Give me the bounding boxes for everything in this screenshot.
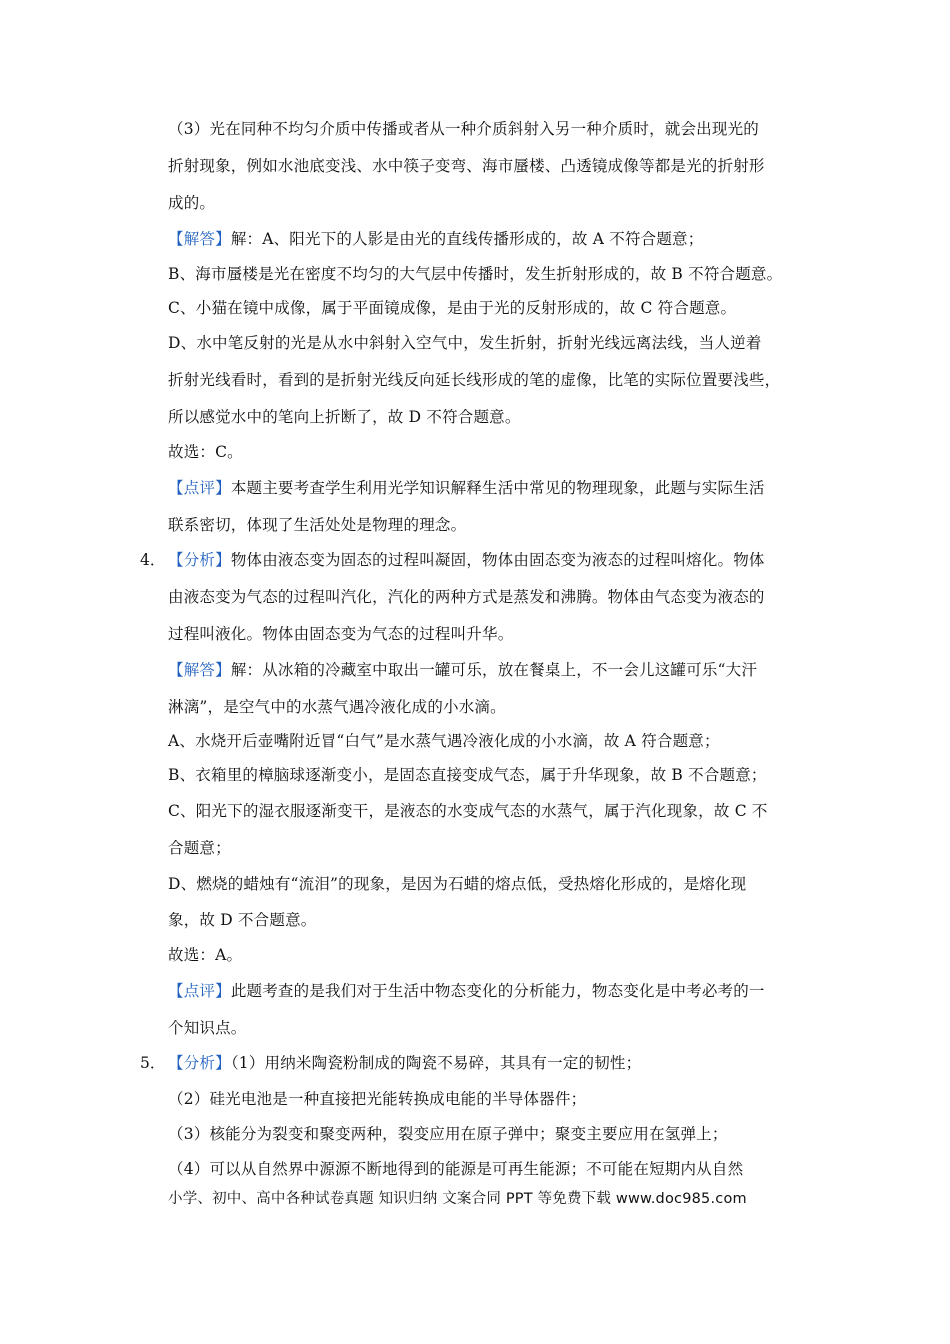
text-line: D、燃烧的蜡烛有“流泪”的现象，是因为石蜡的熔点低，受热熔化形成的，是熔化现 <box>168 875 747 893</box>
text-line: 所以感觉水中的笔向上折断了，故 D 不符合题意。 <box>168 408 521 426</box>
analysis-tag: 【分析】 <box>168 551 231 569</box>
answer-tag: 【解答】 <box>168 661 231 679</box>
analysis-tag: 【分析】 <box>168 1054 231 1072</box>
question-number: 5． <box>140 1054 166 1072</box>
answer-tag: 【解答】 <box>168 230 231 248</box>
page-footer: 小学、初中、高中各种试卷真题 知识归纳 文案合同 PPT 等免费下载 www.doc985.com <box>168 1191 747 1207</box>
text-line: 联系密切，体现了生活处处是物理的理念。 <box>168 516 467 534</box>
text-line: （4）可以从自然界中源源不断地得到的能源是可再生能源；不可能在短期内从自然 <box>168 1160 744 1178</box>
answer-line: 【解答】解：A、阳光下的人影是由光的直线传播形成的，故 A 不符合题意； <box>168 230 704 248</box>
comment-tag: 【点评】 <box>168 982 231 1000</box>
choice-line: 故选：C。 <box>168 443 243 461</box>
comment-line: 【点评】本题主要考查学生利用光学知识解释生活中常见的物理现象，此题与实际生活 <box>168 479 765 497</box>
text-line: C、阳光下的湿衣服逐渐变干，是液态的水变成气态的水蒸气，属于汽化现象，故 C 不 <box>168 802 768 820</box>
analysis-line: 【分析】（1）用纳米陶瓷粉制成的陶瓷不易碎，其具有一定的韧性； <box>168 1054 642 1072</box>
text-line: C、小猫在镜中成像，属于平面镜成像，是由于光的反射形成的，故 C 符合题意。 <box>168 299 737 317</box>
text-line: 成的。 <box>168 194 216 212</box>
text-line: 合题意； <box>168 839 231 857</box>
text-line: 过程叫液化。物体由固态变为气态的过程叫升华。 <box>168 625 514 643</box>
text-line: 淋漓”，是空气中的水蒸气遇冷液化成的小水滴。 <box>168 698 506 716</box>
text-line: A、水烧开后壶嘴附近冒“白气”是水蒸气遇冷液化成的小水滴，故 A 符合题意； <box>168 732 720 750</box>
text-line: B、海市蜃楼是光在密度不均匀的大气层中传播时，发生折射形成的，故 B 不符合题意。 <box>168 265 783 283</box>
analysis-line: 【分析】物体由液态变为固态的过程叫凝固，物体由固态变为液态的过程叫熔化。物体 <box>168 551 765 569</box>
answer-line: 【解答】解：从冰箱的冷藏室中取出一罐可乐，放在餐桌上，不一会儿这罐可乐“大汗 <box>168 661 758 679</box>
text-line: 折射光线看时，看到的是折射光线反向延长线形成的笔的虚像，比笔的实际位置要浅些， <box>168 371 781 389</box>
text-line: D、水中笔反射的光是从水中斜射入空气中，发生折射，折射光线远离法线，当人逆着 <box>168 334 762 352</box>
comment-line: 【点评】此题考查的是我们对于生活中物态变化的分析能力，物态变化是中考必考的一 <box>168 982 765 1000</box>
text-line: 个知识点。 <box>168 1019 247 1037</box>
text-line: B、衣箱里的樟脑球逐渐变小，是固态直接变成气态，属于升华现象，故 B 不合题意； <box>168 766 767 784</box>
choice-line: 故选：A。 <box>168 946 243 964</box>
text-line: 象，故 D 不合题意。 <box>168 911 317 929</box>
text-line: 折射现象，例如水池底变浅、水中筷子变弯、海市蜃楼、凸透镜成像等都是光的折射形 <box>168 157 765 175</box>
comment-tag: 【点评】 <box>168 479 231 497</box>
question-number: 4． <box>140 551 166 569</box>
text-line: （3）核能分为裂变和聚变两种，裂变应用在原子弹中；聚变主要应用在氢弹上； <box>168 1125 728 1143</box>
text-line: 由液态变为气态的过程叫汽化，汽化的两种方式是蒸发和沸腾。物体由气态变为液态的 <box>168 588 765 606</box>
text-line: （3）光在同种不均匀介质中传播或者从一种介质斜射入另一种介质时，就会出现光的 <box>168 120 759 138</box>
text-line: （2）硅光电池是一种直接把光能转换成电能的半导体器件； <box>168 1090 587 1108</box>
